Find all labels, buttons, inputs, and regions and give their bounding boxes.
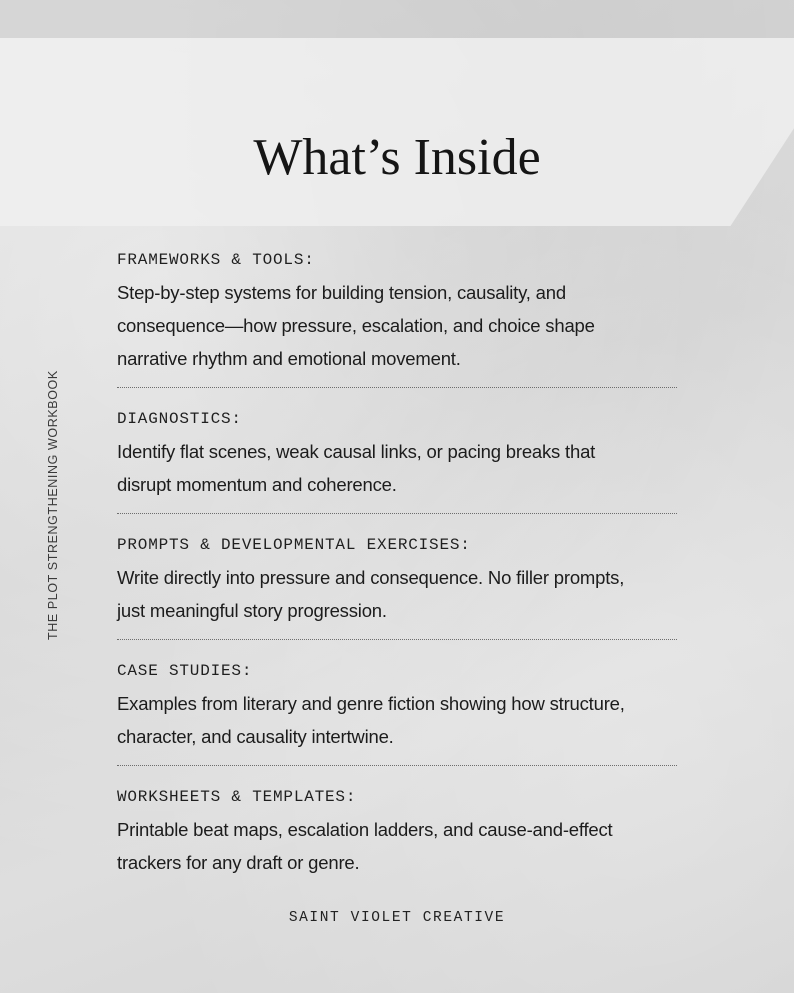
section-divider [117, 765, 677, 766]
body-line: Examples from literary and genre fiction showing how structure, [117, 693, 625, 714]
section-body [117, 561, 677, 627]
body-line: just meaningful story progression. [117, 600, 387, 621]
section-divider [117, 639, 677, 640]
section-worksheets-templates [117, 783, 677, 879]
section-frameworks-tools [117, 246, 677, 375]
section-heading: WORKSHEETS & TEMPLATES: [117, 788, 357, 806]
side-label-text: THE PLOT STRENGTHENING WORKBOOK [46, 370, 60, 640]
section-heading: FRAMEWORKS & TOOLS: [117, 251, 315, 269]
body-line: Write directly into pressure and consequence. No filler prompts, [117, 567, 625, 588]
section-prompts-exercises [117, 531, 677, 627]
section-body [117, 687, 677, 753]
top-band [0, 0, 794, 38]
body-line: character, and causality intertwine. [117, 726, 394, 747]
section-heading: DIAGNOSTICS: [117, 410, 242, 428]
body-line: Step-by-step systems for building tension, causality, and [117, 282, 566, 303]
section-body [117, 813, 677, 879]
body-line: Printable beat maps, escalation ladders, and cause-and-effect [117, 819, 613, 840]
page-title: What’s Inside [253, 129, 541, 186]
section-diagnostics [117, 405, 677, 501]
body-line: narrative rhythm and emotional movement. [117, 348, 461, 369]
section-heading: PROMPTS & DEVELOPMENTAL EXERCISES: [117, 536, 471, 554]
section-divider [117, 513, 677, 514]
body-line: disrupt momentum and coherence. [117, 474, 397, 495]
content-sections [117, 246, 677, 879]
side-label [46, 355, 66, 640]
footer-brand: SAINT VIOLET CREATIVE [288, 910, 506, 926]
body-line: consequence—how pressure, escalation, and choice shape [117, 315, 595, 336]
section-divider [117, 387, 677, 388]
section-case-studies [117, 657, 677, 753]
section-heading: CASE STUDIES: [117, 662, 253, 680]
body-line: Identify flat scenes, weak causal links, or pacing breaks that [117, 441, 596, 462]
body-line: trackers for any draft or genre. [117, 852, 360, 873]
section-body [117, 276, 677, 375]
section-body [117, 435, 677, 501]
